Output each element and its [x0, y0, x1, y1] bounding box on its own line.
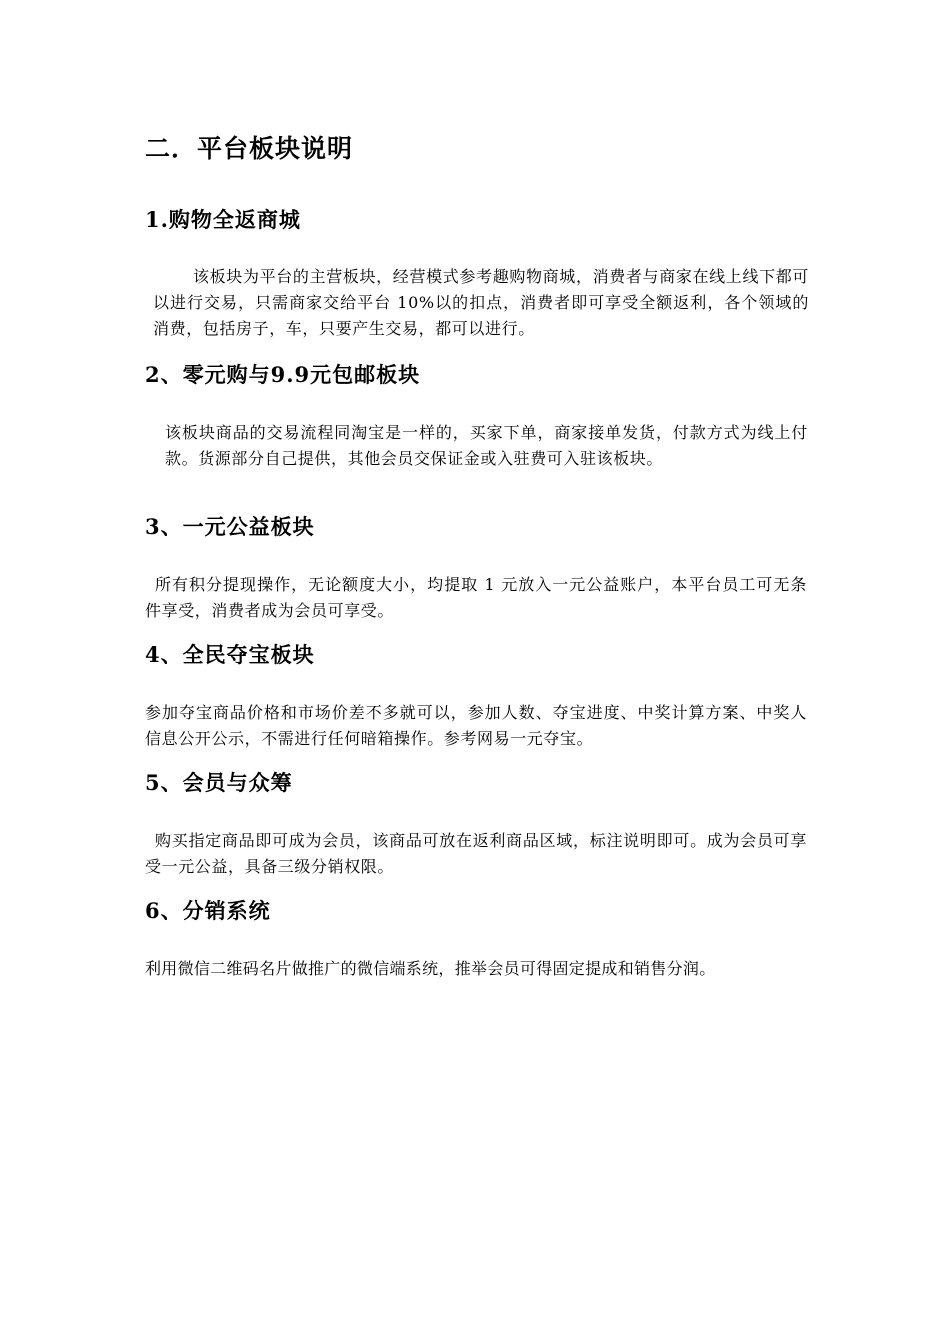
section-body-shopping-mall: 该板块为平台的主营板块，经营模式参考趣购物商城，消费者与商家在线上线下都可以进行交易，只需商家交给平台 10%以的扣点，消费者即可享受全额返利，各个领域的消费，包括房子，车，只要产生交易，都可以进行。 — [153, 267, 809, 338]
section-body-treasure: 参加夺宝商品价格和市场价差不多就可以，参加人数、夺宝进度、中奖计算方案、中奖人信息公开公示，不需进行任何暗箱操作。参考网易一元夺宝。 — [145, 703, 807, 748]
section-heading-zero-yuan: 2、零元购与9.9元包邮板块 — [145, 362, 421, 387]
section-body-distribution: 利用微信二维码名片做推广的微信端系统，推举会员可得固定提成和销售分润。 — [145, 959, 716, 978]
section-heading-charity: 3、一元公益板块 — [145, 514, 315, 539]
section-heading-distribution: 6、分销系统 — [145, 898, 271, 923]
section-heading-shopping-mall: 1.购物全返商城 — [145, 207, 301, 232]
page-title: 二．平台板块说明 — [145, 134, 354, 163]
section-body-charity: 所有积分提现操作，无论额度大小，均提取 1 元放入一元公益账户，本平台员工可无条件享受，消费者成为会员可享受。 — [145, 575, 807, 620]
section-body-membership: 购买指定商品即可成为会员，该商品可放在返利商品区域，标注说明即可。成为会员可享受一元公益，具备三级分销权限。 — [145, 831, 807, 876]
section-body-zero-yuan: 该板块商品的交易流程同淘宝是一样的，买家下单，商家接单发货，付款方式为线上付款。货源部分自己提供，其他会员交保证金或入驻费可入驻该板块。 — [165, 423, 808, 468]
section-heading-treasure: 4、全民夺宝板块 — [145, 642, 315, 667]
section-heading-membership: 5、会员与众筹 — [145, 770, 293, 795]
